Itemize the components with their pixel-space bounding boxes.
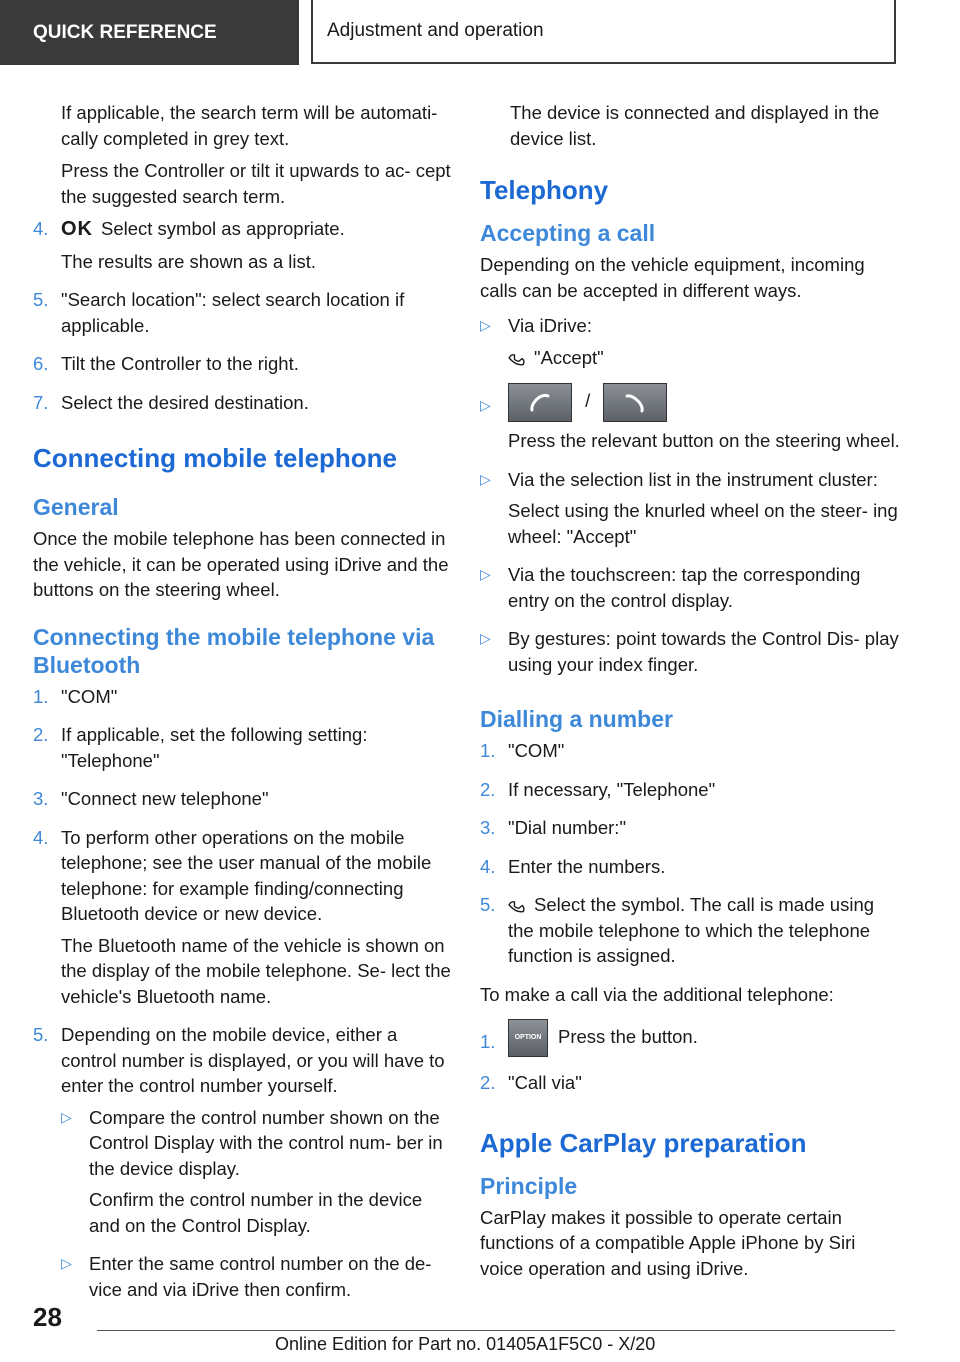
step-subtext: The results are shown as a list. — [61, 250, 316, 272]
list-item — [33, 786, 453, 818]
bullet-marker: ▷ — [480, 317, 491, 333]
step-number: 1. — [480, 740, 496, 761]
step-number: 5. — [33, 289, 49, 310]
step-text: Tilt the Controller to the right. — [61, 353, 299, 374]
step-number: 1. — [480, 1031, 496, 1052]
step-text: "COM" — [61, 685, 118, 707]
bullet-marker: ▷ — [480, 630, 491, 646]
heading-bluetooth: Connecting the mobile telephone via Bluetooth — [33, 623, 435, 678]
sub-list-item — [61, 1251, 453, 1308]
list-item — [33, 390, 453, 422]
phone-icon — [508, 351, 528, 367]
step-number: 4. — [33, 826, 49, 848]
bullet-subtext: Select using the knurled wheel on the steer‐ ing wheel: "Accept" — [508, 500, 898, 547]
step-text: Select symbol as appropriate. — [101, 218, 345, 239]
paragraph: Once the mobile telephone has been connected in the vehicle, it can be operated using iDrive and the buttons on the steering wheel. — [33, 528, 449, 600]
list-item — [480, 815, 900, 847]
end-call-button-image — [603, 383, 667, 422]
paragraph: Press the Controller or tilt it upwards to ac‐ cept the suggested search term. — [61, 160, 451, 207]
heading-accepting-call: Accepting a call — [480, 220, 656, 246]
paragraph: The device is connected and displayed in the device list. — [510, 102, 880, 149]
list-item — [33, 216, 453, 280]
phone-icon — [508, 898, 528, 914]
step-number: 3. — [33, 788, 49, 809]
phone-accept-icon — [529, 393, 551, 413]
step-number: 4. — [33, 218, 49, 239]
step-text: If necessary, "Telephone" — [508, 778, 716, 800]
step-number: 2. — [480, 778, 496, 800]
list-item — [33, 287, 453, 344]
list-item — [33, 1022, 453, 1315]
bullet-text: Enter the same control number on the de‐ vice and via iDrive then confirm. — [89, 1253, 432, 1300]
bullet-text: Compare the control number shown on the Control Display with the control num‐ ber in the device display. — [89, 1106, 443, 1179]
heading-carplay: Apple CarPlay preparation — [480, 1127, 807, 1158]
phone-hangup-icon — [624, 393, 646, 413]
step-text: "Search location": select search location if applicable. — [61, 289, 405, 336]
step-text: Depending on the mobile device, either a control number is displayed, or you will have to enter the control number yourself. — [61, 1024, 445, 1096]
heading-dialling: Dialling a number — [480, 706, 673, 732]
bullet-marker: ▷ — [61, 1255, 72, 1271]
list-item — [33, 722, 453, 779]
paragraph: To make a call via the additional telephone: — [480, 983, 834, 1005]
step-number: 7. — [33, 391, 49, 413]
section-title: QUICK REFERENCE — [33, 21, 217, 43]
paragraph: If applicable, the search term will be automati‐ cally completed in grey text. — [61, 102, 438, 149]
page-number: 28 — [33, 1302, 62, 1332]
heading-telephony: Telephony — [480, 175, 609, 205]
step-text: "Connect new telephone" — [61, 788, 269, 809]
bullet-marker: ▷ — [480, 566, 491, 582]
step-text: To perform other operations on the mobile telephone; see the user manual of the mobile telephone: for example finding/connecting Bluetooth device or new device. — [61, 826, 432, 924]
step-subtext: The Bluetooth name of the vehicle is shown on the display of the mobile telephone. Se‐ lect the vehicle's Bluetooth name. — [61, 934, 451, 1007]
step-text: Press the button. — [558, 1025, 698, 1047]
list-item — [480, 313, 900, 376]
step-number: 3. — [480, 817, 496, 838]
list-item — [480, 383, 900, 460]
bullet-text: Via iDrive: — [508, 315, 592, 336]
ok-icon: OK — [61, 218, 93, 240]
step-number: 4. — [480, 855, 496, 877]
list-item — [33, 351, 453, 383]
section-tab — [0, 0, 299, 65]
page-header — [0, 0, 960, 66]
bullet-subtext: "Accept" — [534, 346, 604, 368]
paragraph: Depending on the vehicle equipment, incoming calls can be accepted in different ways. — [480, 254, 865, 301]
list-item — [480, 854, 900, 886]
option-button-icon: OPTION — [508, 1019, 548, 1057]
list-item — [480, 1019, 900, 1063]
step-text: "Call via" — [508, 1072, 582, 1093]
chapter-tab — [311, 0, 896, 64]
bullet-text: Via the touchscreen: tap the corresponding entry on the control display. — [508, 564, 861, 611]
list-item — [480, 777, 900, 809]
bullet-subtext: Press the relevant button on the steering wheel. — [508, 430, 900, 451]
list-item — [33, 684, 453, 716]
heading-connecting-mobile: Connecting mobile telephone — [33, 443, 398, 473]
step-text: Select the desired destination. — [61, 391, 309, 413]
step-text: "COM" — [508, 740, 565, 761]
step-number: 2. — [33, 724, 49, 745]
bullet-subtext: Confirm the control number in the device and on the Control Display. — [89, 1189, 423, 1236]
bullet-text: Via the selection list in the instrument cluster: — [508, 468, 878, 490]
chapter-title: Adjustment and operation — [327, 20, 544, 41]
list-item — [480, 467, 900, 556]
footer-edition: Online Edition for Part no. 01405A1F5C0 - X/20 — [275, 1334, 656, 1354]
step-number: 5. — [480, 894, 496, 915]
step-text: Enter the numbers. — [508, 855, 666, 877]
list-item — [480, 738, 900, 770]
bullet-marker: ▷ — [61, 1108, 72, 1125]
heading-general: General — [33, 494, 119, 520]
bullet-text: By gestures: point towards the Control Dis‐ play using your index finger. — [508, 628, 899, 675]
heading-principle: Principle — [480, 1172, 578, 1199]
list-item — [480, 892, 900, 975]
step-text: Select the symbol. The call is made using the mobile telephone to which the telephone function is assigned. — [508, 894, 875, 966]
step-text: If applicable, set the following setting: "Telephone" — [61, 724, 368, 771]
footer-divider — [97, 1330, 895, 1331]
step-number: 6. — [33, 353, 49, 374]
left-column — [33, 100, 453, 1322]
accept-call-button-image — [508, 383, 572, 422]
list-item — [480, 1070, 900, 1102]
bullet-marker: ▷ — [480, 397, 491, 413]
right-column — [480, 100, 900, 1288]
list-item — [480, 626, 900, 683]
step-number: 5. — [33, 1024, 49, 1045]
step-number: 1. — [33, 685, 49, 707]
step-number: 2. — [480, 1072, 496, 1093]
sub-list-item — [61, 1105, 453, 1245]
list-item — [480, 562, 900, 619]
paragraph: CarPlay makes it possible to operate certain functions of a compatible Apple iPhone by Siri voice operation and using iDrive. — [480, 1206, 856, 1279]
list-item — [33, 825, 453, 1016]
step-text: "Dial number:" — [508, 817, 627, 838]
bullet-marker: ▷ — [480, 470, 491, 487]
separator: / — [585, 390, 591, 412]
